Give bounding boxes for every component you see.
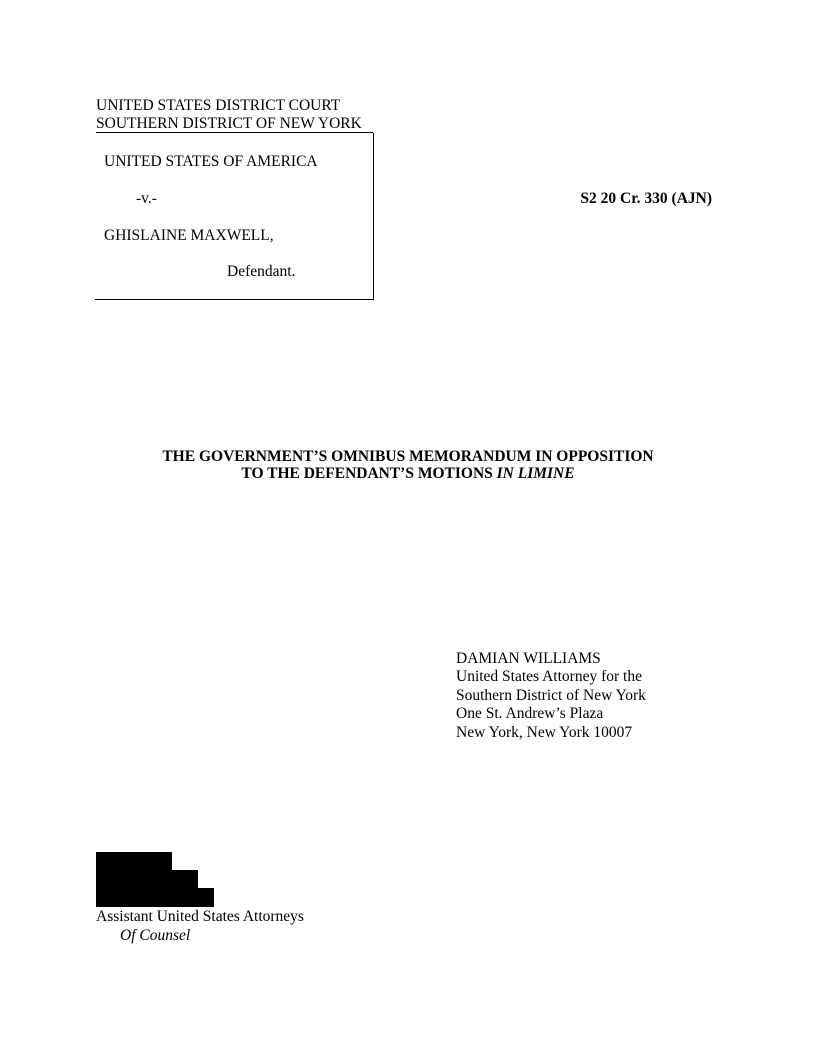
signature-title-1: United States Attorney for the [456, 668, 642, 685]
redaction-bar [96, 870, 198, 888]
counsel-role: Assistant United States Attorneys [96, 908, 304, 925]
court-name-line-1: UNITED STATES DISTRICT COURT [96, 97, 341, 114]
title-line-2 [0, 465, 816, 482]
signature-address-1: One St. Andrew’s Plaza [456, 705, 604, 722]
caption-top-rule [96, 132, 373, 133]
caption-defendant: GHISLAINE MAXWELL, [104, 227, 274, 244]
redaction-bar [96, 852, 172, 870]
signature-title-2: Southern District of New York [456, 687, 646, 704]
document-title [0, 448, 816, 482]
title-line-1: THE GOVERNMENT’S OMNIBUS MEMORANDUM IN OPPOSITION [162, 448, 654, 465]
court-name-line-2: SOUTHERN DISTRICT OF NEW YORK [96, 115, 362, 132]
caption-defendant-label: Defendant. [227, 263, 296, 280]
signature-address-2: New York, New York 10007 [456, 724, 633, 741]
caption-plaintiff: UNITED STATES OF AMERICA [104, 153, 318, 170]
title-line-2-text: TO THE DEFENDANT’S MOTIONS [241, 465, 497, 482]
redaction-bar [96, 888, 214, 907]
title-line-2-italic: IN LIMINE [496, 465, 575, 482]
case-number: S2 20 Cr. 330 (AJN) [580, 190, 712, 207]
signature-name: DAMIAN WILLIAMS [456, 650, 601, 667]
caption-versus: -v.- [136, 190, 157, 207]
of-counsel: Of Counsel [120, 927, 191, 944]
